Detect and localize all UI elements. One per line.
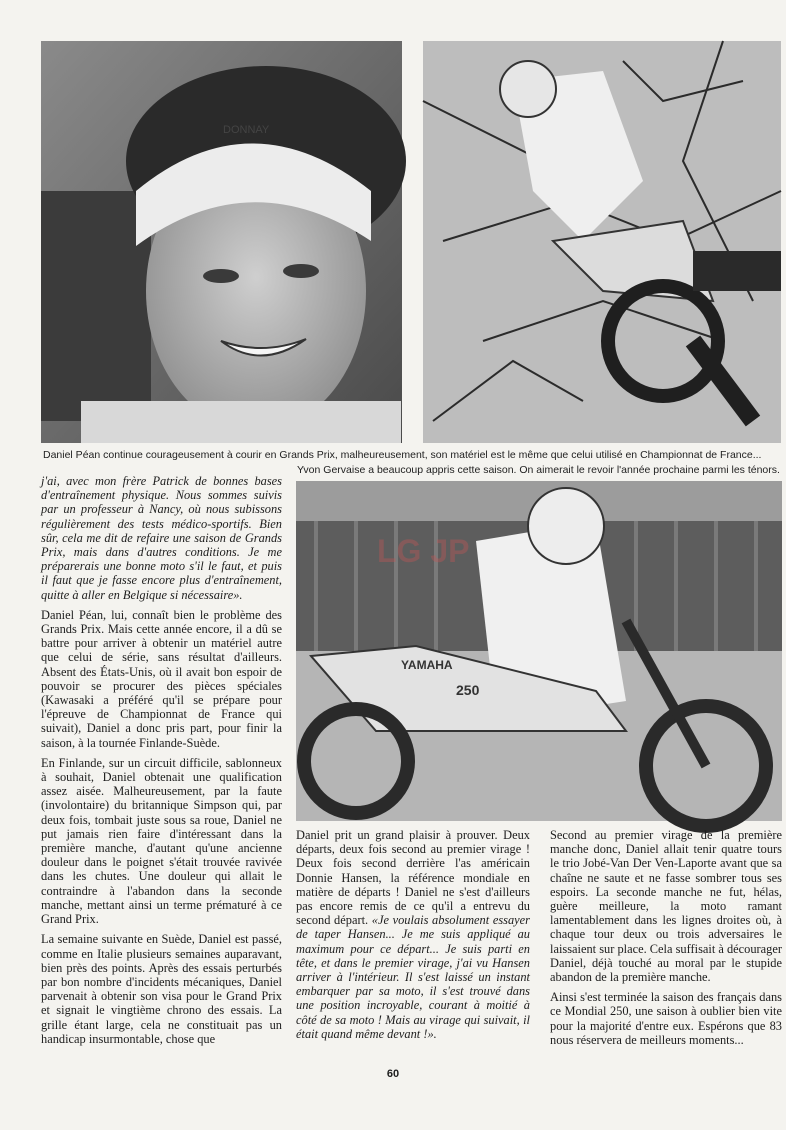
headband-text: DONNAY: [223, 124, 270, 136]
page-number: 60: [386, 1068, 400, 1080]
paragraph: [296, 828, 530, 1041]
column-3: [550, 828, 782, 1047]
bike-number: 250: [456, 682, 480, 698]
paragraph: Daniel Péan, lui, connaît bien le problème des Grands Prix. Mais cette année encore, il a dû se battre pour arriver à obtenir un matériel autre que celui de série, sans résultat d'ailleurs. Absent des États-Unis, où il avait bon espoir de pouvoir se procurer des pièces spéciales (Kawasaki a préféré qu'il se prépare pour l'épreuve de Championnat de France qui suivait), Daniel a donc pris part, pour finir la saison, à la tournée Finlande-Suède.: [41, 607, 282, 750]
paragraph: Ainsi s'est terminée la saison des français dans ce Mondial 250, une saison à oublier bien vite pour la majorité d'entre eux. Espérons que 83 nous réservera de meilleurs moments...: [550, 990, 782, 1047]
column-1: [41, 474, 282, 1046]
paragraph-quote: «Je voulais absolument essayer de taper Hansen... Je me suis appliqué au maximum pour ce départ... Je suis parti en tête, et dans le premier virage, j'ai vu Hansen arriver à l'intérieur. Il s'est laissé un instant embarquer par sa moto, il s'est trouvé dans une position incroyable, courant à moitié à côté de sa moto ! Mais au virage qui suivait, il était quand même devant !».: [296, 913, 530, 1041]
caption-middle: Yvon Gervaise a beaucoup appris cette saison. On aimerait le revoir l'année prochaine parmi les ténors.: [297, 464, 780, 476]
paragraph: La semaine suivante en Suède, Daniel est passé, comme en Italie plusieurs semaines auparavant, bien près des points. Après des essais perturbés par bon nombre d'incidents mécaniques, Daniel parvenait à obtenir son visa pour le Grand Prix et signait le vingtième chrono des essais. La grille étant large, cela ne constituait pas un handicap insurmontable, chose que: [41, 932, 282, 1046]
watermark-logo: [335, 520, 470, 595]
watermark-text: LG JP: [377, 533, 470, 569]
paragraph: Second au premier virage de la première manche donc, Daniel allait tenir quatre tours le trio Jobé-Van Der Ven-Laporte avant que sa chaîne ne saute et ne fasse sombrer tous ses espoirs. La seconde manche ne fut, hélas, guère meilleure, la moto ramant lamentablement dans les lignes droites où, à chaque tour deux ou trois adversaires le laissaient sur place. Cela suffisait à décourager Daniel, déjà touché au moral par le stupide abandon de la première manche.: [550, 828, 783, 985]
caption-top: Daniel Péan continue courageusement à courir en Grands Prix, malheureusement, son matériel est le même que celui utilisé en Championnat de France...: [43, 449, 762, 461]
photo-jump: [423, 41, 781, 443]
paragraph-roman: Daniel prit un grand plaisir à prouver. Deux départs, deux fois second au premier virage ! Deux fois second derrière l'as américain Donnie Hansen, la référence mondiale en matière de départs ! Daniel ne s'est d'ailleurs pas encore remis de ce qu'il a entrevu du second départ.: [296, 828, 530, 928]
paragraph: En Finlande, sur un circuit difficile, sablonneux à souhait, Daniel obtenait une qualification assez aisée. Malheureusement, par la faute (involontaire) du britannique Simpson qui, par deux fois, tombait juste sous sa roue, Daniel ne put jamais rien faire d'intéressant dans la première manche, d'autant qu'une ancienne douleur dans le poignet s'était trouvée ravivée dans les chutes. Une douleur qui allait le contraindre à l'abandon dans la seconde manche, mettant ainsi un terme prématuré à ce Grand Prix.: [41, 755, 282, 927]
paragraph: j'ai, avec mon frère Patrick de bonnes bases d'entraînement physique. Nous sommes suivis par un professeur à Nancy, où nous subissons régulièrement des tests médico-sportifs. Bien sûr, cela me dit de refaire une saison de Grands Prix, mais dans d'autres conditions. Je me préparerais une bonne moto s'il le faut, et puis il faut que je fasse encore plus d'entraînement, quitte à aller en Belgique si nécessaire».: [41, 474, 282, 602]
bike-brand: YAMAHA: [401, 658, 453, 672]
photo-portrait: [41, 41, 402, 443]
column-2: [296, 828, 530, 1041]
